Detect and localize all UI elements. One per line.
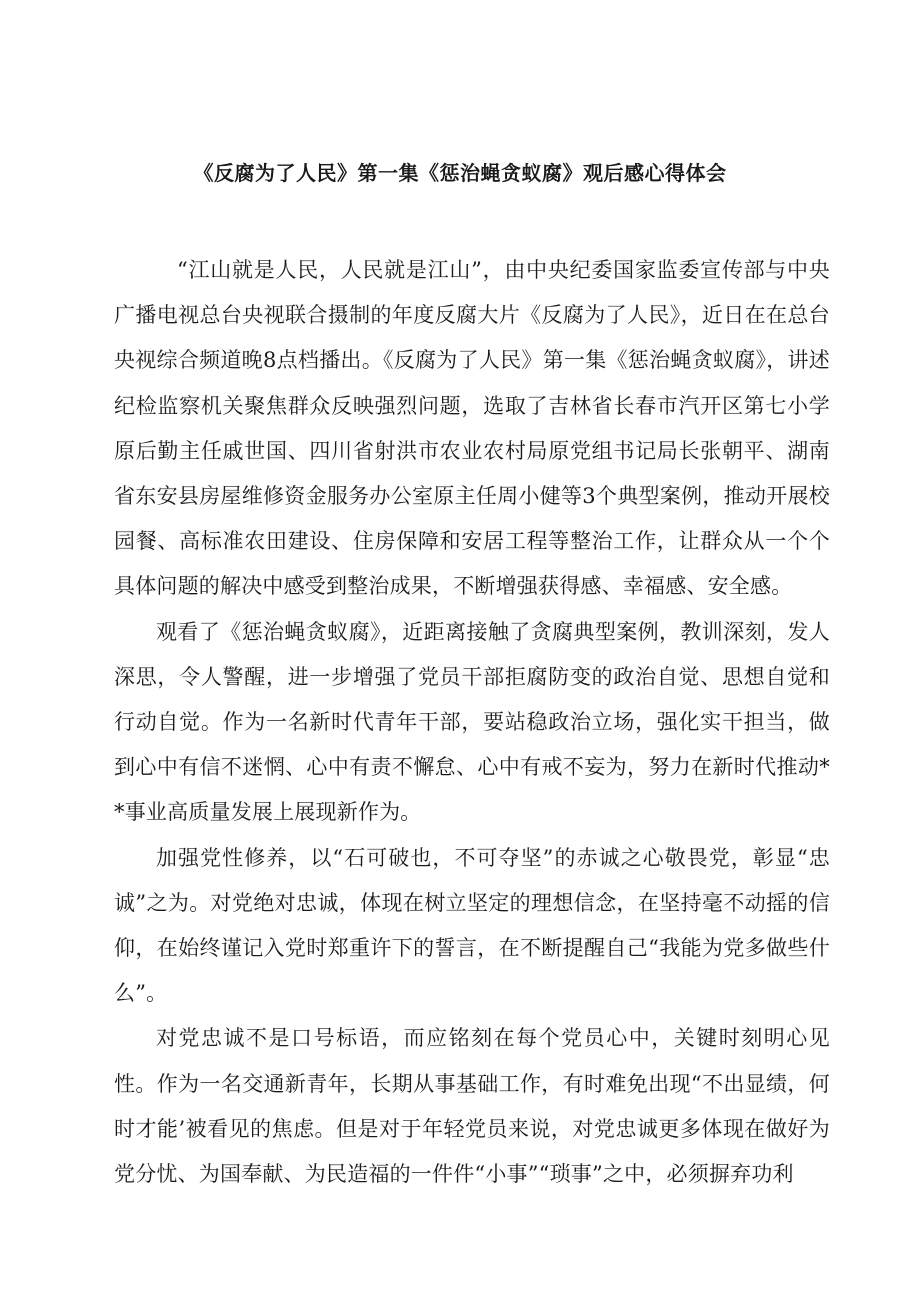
- document-title: 《反腐为了人民》第一集《惩治蝇贪蚁腐》观后感心得体会: [193, 161, 727, 185]
- paragraph-2: 观看了《惩治蝇贪蚁腐》，近距离接触了贪腐典型案例，教训深刻，发人深思，令人警醒，进一步增强了党员干部拒腐防变的政治自觉、思想自觉和行动自觉。作为一名新时代青年干部，要站稳政治立场，强化实干担当，做到心中有信不迷惘、心中有责不懈怠、心中有戒不妄为，努力在新时代推动**事业高质量发展上展现新作为。: [114, 619, 830, 825]
- document-body: [114, 248, 830, 1197]
- paragraph-4: 对党忠诚不是口号标语，而应铭刻在每个党员心中，关键时刻明心见性。作为一名交通新青年，长期从事基础工作，有时难免出现“不出显绩，何时才能’被看见的焦虑。但是对于年轻党员来说，对党忠诚更多体现在做好为党分忧、为国奉献、为民造福的一件件“小事”“琐事”之中，必须摒弃功利: [114, 1026, 830, 1187]
- paragraph-1: “江山就是人民，人民就是江山”，由中央纪委国家监委宣传部与中央广播电视总台央视联合摄制的年度反腐大片《反腐为了人民》，近日在在总台央视综合频道晚8点档播出。《反腐为了人民》第一集《惩治蝇贪蚁腐》，讲述纪检监察机关聚焦群众反映强烈问题，选取了吉林省长春市汽开区第七小学原后勤主任戚世国、四川省射洪市农业农村局原党组书记局长张朝平、湖南省东安县房屋维修资金服务办公室原主任周小健等3个典型案例，推动开展校园餐、高标准农田建设、住房保障和安居工程等整治工作，让群众从一个个具体问题的解决中感受到整治成果，不断增强获得感、幸福感、安全感。: [114, 258, 830, 599]
- paragraph-3: 加强党性修养，以“石可破也，不可夺坚”的赤诚之心敬畏党，彰显“忠诚”之为。对党绝对忠诚，体现在树立坚定的理想信念，在坚持毫不动摇的信仰，在始终谨记入党时郑重许下的誓言，在不断提醒自己“我能为党多做些什么”。: [114, 845, 830, 1006]
